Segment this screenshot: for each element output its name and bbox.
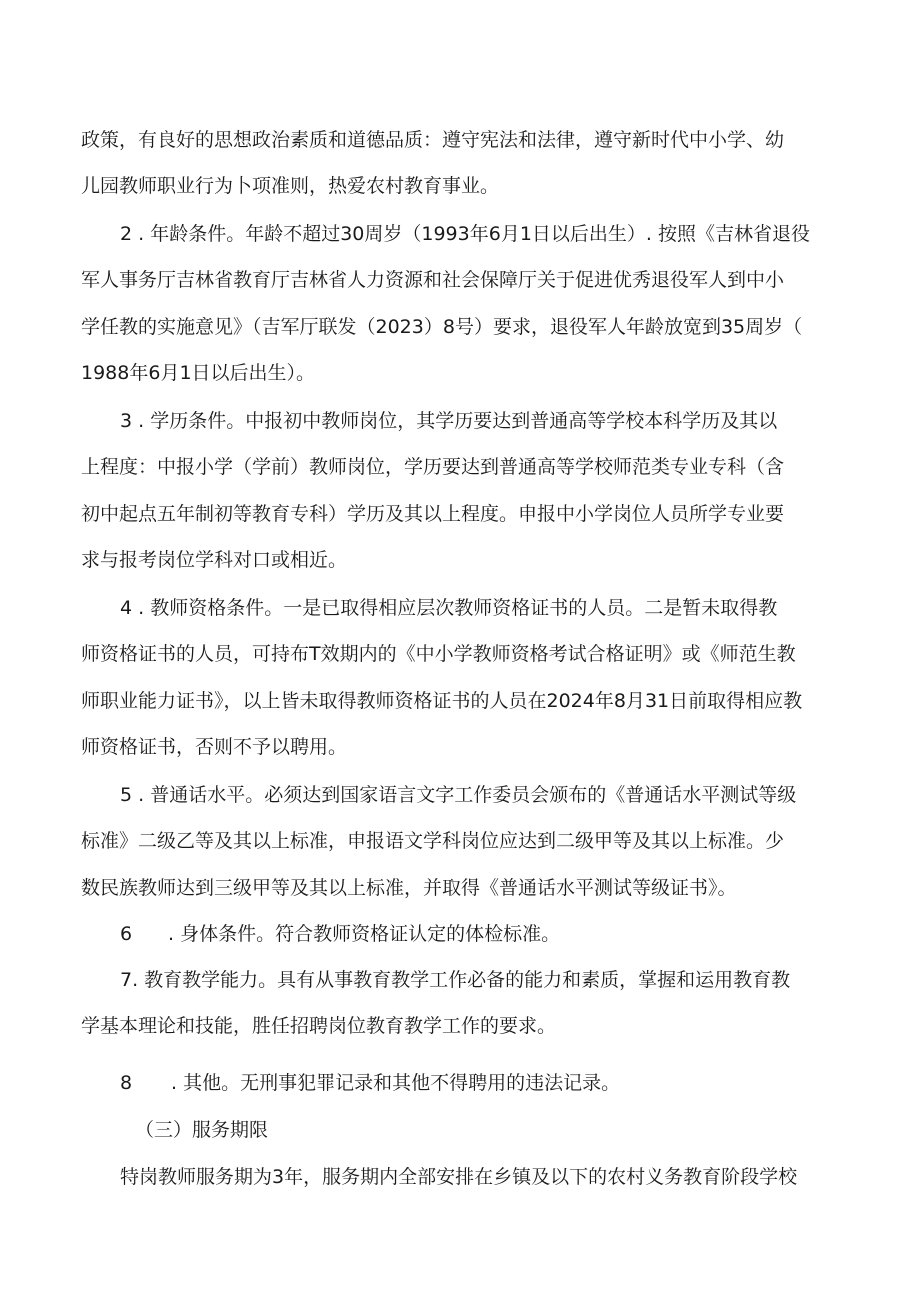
text-line: 7. 教育教学能力。具有从事教育教学工作必备的能力和素质，掌握和运用教育教: [120, 969, 791, 991]
text-line: 初中起点五年制初等教育专科）学历及其以上程度。申报中小学岗位人员所学专业要: [81, 503, 785, 525]
list-number: 8: [120, 1072, 133, 1094]
text-line: . 身体条件。符合教师资格证认定的体检标准。: [168, 923, 561, 945]
paragraph-line: [0, 540, 920, 580]
paragraph-line: [0, 166, 920, 206]
text-line: 师资格证书，否则不予以聘用。: [81, 736, 348, 758]
text-line: 求与报考岗位学科对口或相近。: [81, 549, 348, 571]
text-line: 学基本理论和技能，胜任招聘岗位教育教学工作的要求。: [81, 1015, 557, 1037]
paragraph-line: [0, 727, 920, 767]
paragraph-line: [0, 214, 920, 254]
text-line: 4 . 教师资格条件。一是已取得相应层次教师资格证书的人员。二是暂未取得教: [120, 597, 778, 619]
paragraph-line: [0, 775, 920, 815]
paragraph-line: [0, 1157, 920, 1197]
paragraph-line: [0, 353, 920, 393]
paragraph-line: [0, 447, 920, 487]
list-number: 6: [120, 923, 133, 945]
paragraph-line: [0, 120, 920, 160]
text-line: 学任教的实施意见》（吉军厅联发（2023）8号）要求，退役军人年龄放宽到35周岁（: [81, 316, 803, 338]
text-line: 师资格证书的人员，可持布T效期内的《中小学教师资格考试合格证明》或《师范生教: [81, 643, 796, 665]
text-line: 1988年6月1日以后出生）。: [81, 362, 316, 384]
text-line: 标准》二级乙等及其以上标准，申报语文学科岗位应达到二级甲等及其以上标准。少: [81, 830, 785, 852]
paragraph-line: [0, 1063, 920, 1103]
paragraph-line: [0, 588, 920, 628]
text-line: 特岗教师服务期为3年，服务期内全部安排在乡镇及以下的农村义务教育阶段学校: [120, 1166, 798, 1188]
text-line: 数民族教师达到三级甲等及其以上标准，并取得《普通话水平测试等级证书》。: [81, 877, 737, 899]
paragraph-line: [0, 494, 920, 534]
text-line: 3 . 学历条件。中报初中教师岗位，其学历要达到普通高等学校本科学历及其以: [120, 410, 778, 432]
paragraph-line: [0, 960, 920, 1000]
text-line: 上程度：中报小学（学前）教师岗位，学历要达到普通高等学校师范类专业专科（含: [81, 456, 785, 478]
text-line: . 其他。无刑事犯罪记录和其他不得聘用的违法记录。: [171, 1072, 621, 1094]
paragraph-line: [0, 681, 920, 721]
text-line: 政策，有良好的思想政治素质和道德品质：遵守宪法和法律，遵守新时代中小学、幼: [81, 129, 785, 151]
text-line: 儿园教师职业行为卜项准则，热爱农村教育事业。: [81, 175, 500, 197]
text-line: 师职业能力证书》，以上皆未取得教师资格证书的人员在2024年8月31日前取得相应教: [81, 690, 803, 712]
section-heading: [0, 1110, 920, 1150]
text-line: 军人事务厅吉林省教育厅吉林省人力资源和社会保障厅关于促进优秀退役军人到中小: [81, 269, 785, 291]
text-line: 2 . 年龄条件。年龄不超过30周岁（1993年6月1日以后出生）. 按照《吉林省退役: [120, 223, 810, 245]
paragraph-line: [0, 1006, 920, 1046]
paragraph-line: [0, 914, 920, 954]
paragraph-line: [0, 260, 920, 300]
paragraph-line: [0, 634, 920, 674]
text-line: 5 . 普通话水平。必须达到国家语言文字工作委员会颁布的《普通话水平测试等级: [120, 784, 797, 806]
paragraph-line: [0, 821, 920, 861]
paragraph-line: [0, 401, 920, 441]
paragraph-line: [0, 868, 920, 908]
paragraph-line: [0, 307, 920, 347]
text-line: （三）服务期限: [135, 1119, 269, 1141]
